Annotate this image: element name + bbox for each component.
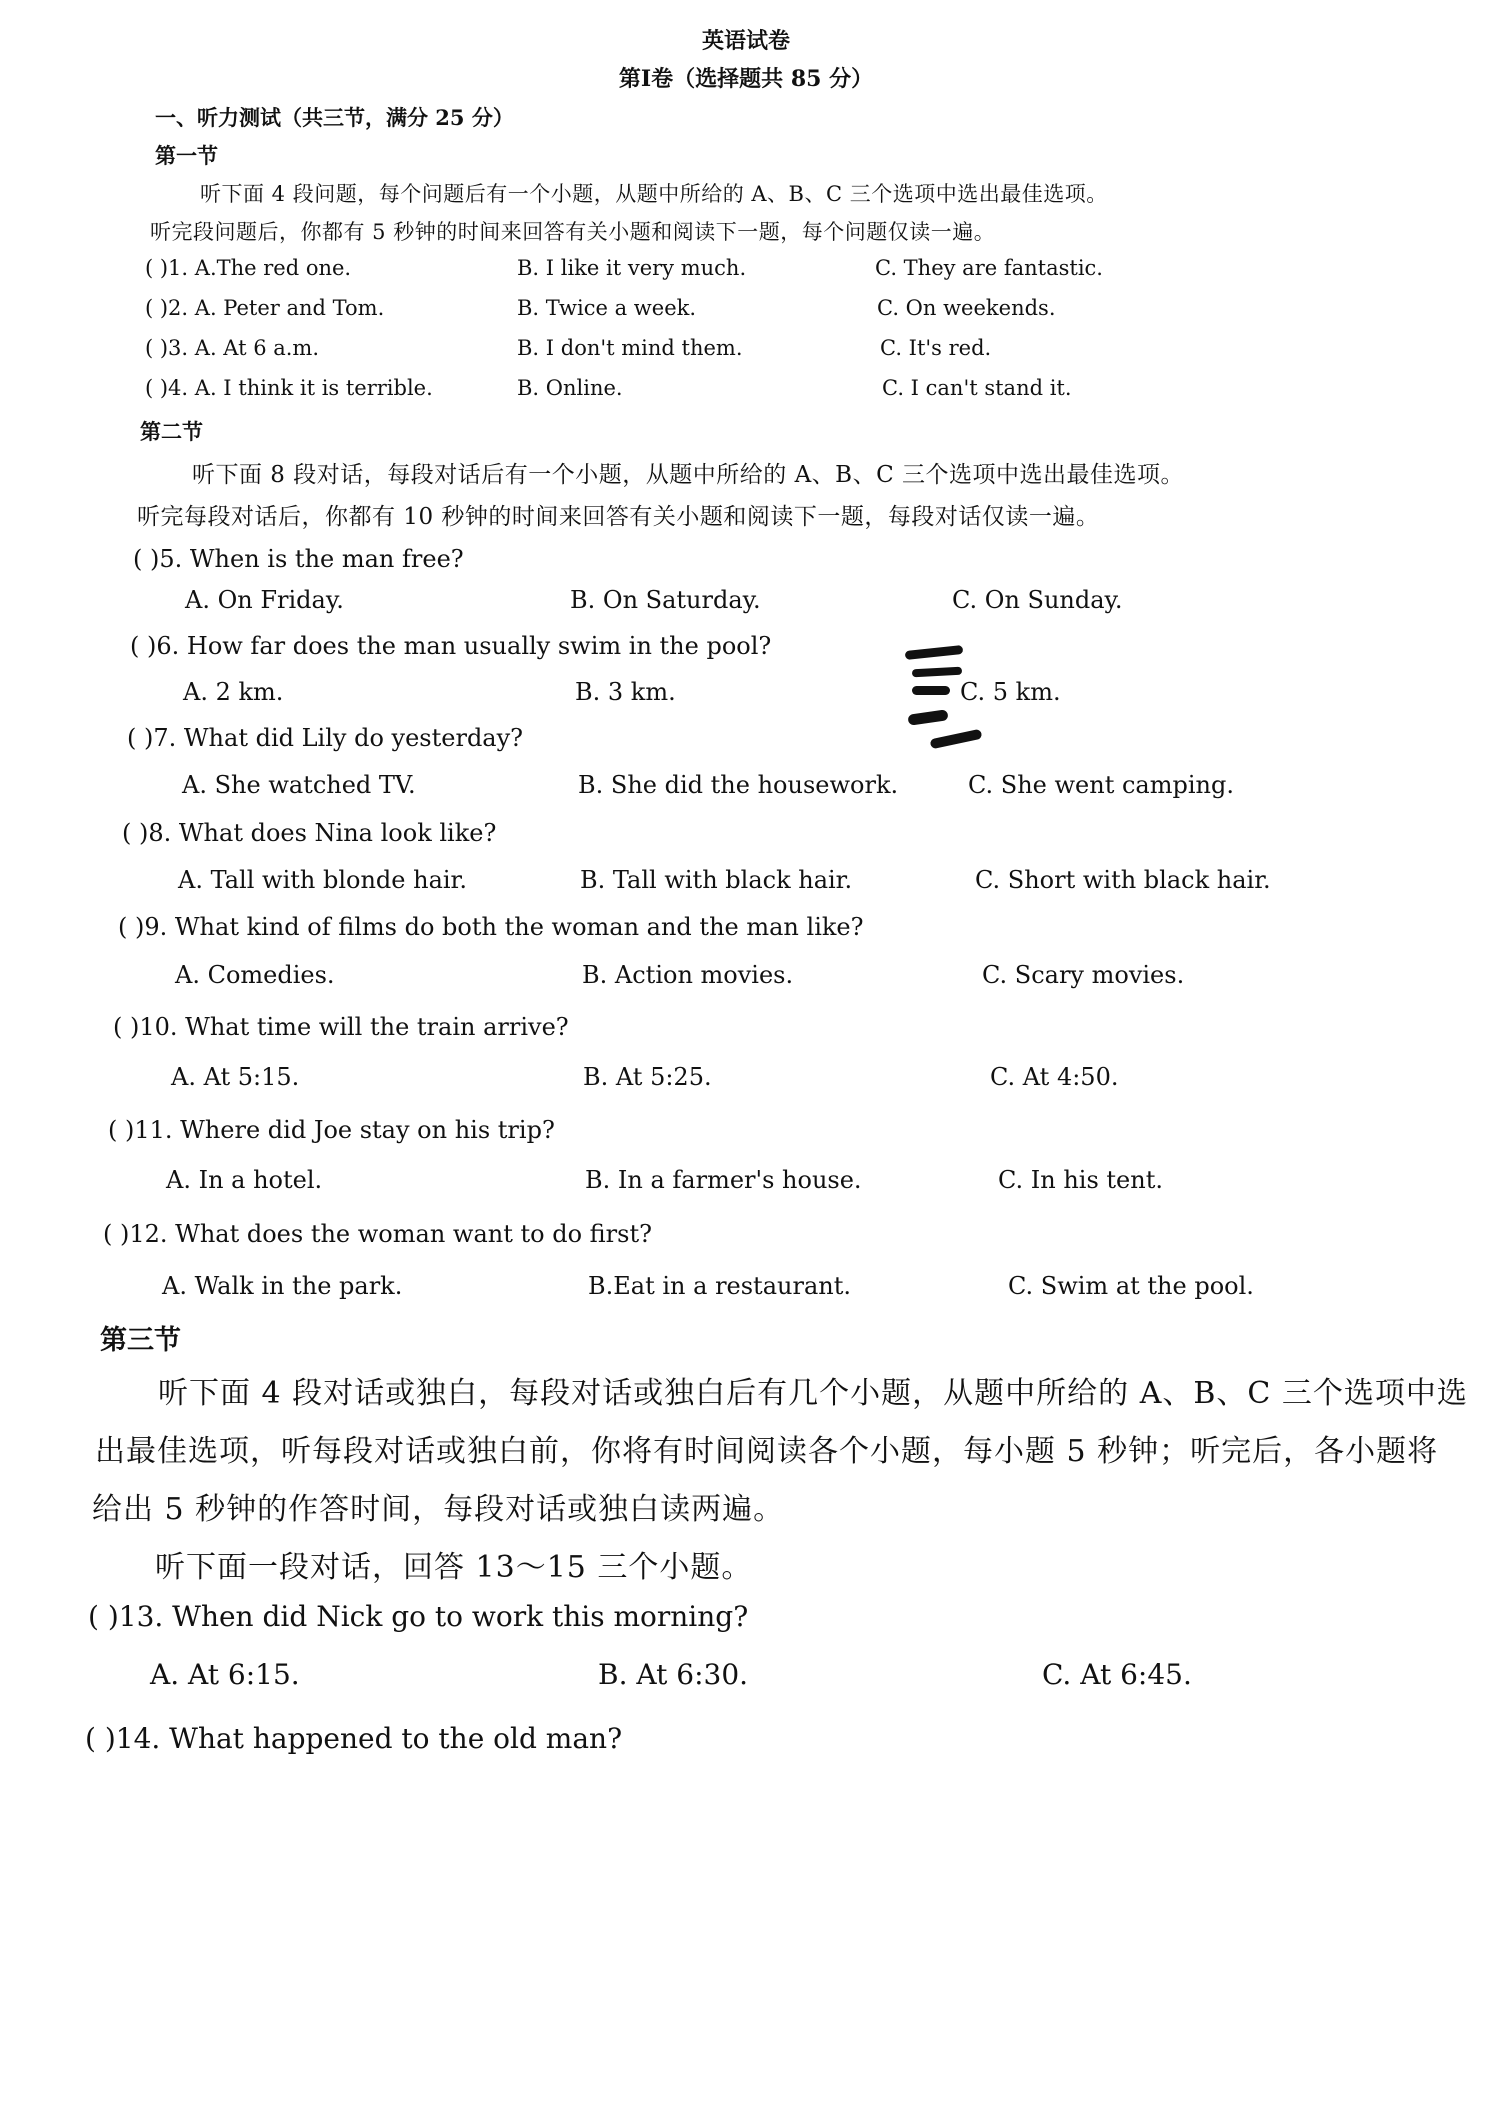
question-11-option-c: C. In his tent. xyxy=(998,1166,1163,1194)
part-heading: 一、听力测试（共三节，满分 25 分） xyxy=(155,105,514,130)
question-4-option-c: C. I can't stand it. xyxy=(882,376,1072,400)
question-7-option-a: A. She watched TV. xyxy=(182,771,416,799)
page-subtitle: 第Ⅰ卷（选择题共 85 分） xyxy=(618,66,874,92)
question-13-option-b: B. At 6:30. xyxy=(598,1658,749,1691)
question-6-option-b: B. 3 km. xyxy=(575,678,676,706)
question-1-option-b: B. I like it very much. xyxy=(517,256,747,280)
question-11-stem: ( )11. Where did Joe stay on his trip? xyxy=(108,1116,555,1144)
question-4-option-b: B. Online. xyxy=(517,376,623,400)
question-5-option-c: C. On Sunday. xyxy=(952,586,1123,614)
question-8-option-a: A. Tall with blonde hair. xyxy=(178,866,468,894)
question-10-option-c: C. At 4:50. xyxy=(990,1063,1119,1091)
question-9-option-b: B. Action movies. xyxy=(582,961,794,989)
section2-title: 第二节 xyxy=(140,419,203,444)
question-13-stem: ( )13. When did Nick go to work this morning? xyxy=(88,1600,749,1633)
question-8-option-c: C. Short with black hair. xyxy=(975,866,1271,894)
question-6-stem: ( )6. How far does the man usually swim in the pool? xyxy=(130,632,772,660)
question-12-option-c: C. Swim at the pool. xyxy=(1008,1272,1254,1300)
section3-title: 第三节 xyxy=(100,1325,181,1356)
section3-instruction-line3: 给出 5 秒钟的作答时间，每段对话或独白读两遍。 xyxy=(92,1492,785,1527)
question-3-stem: ( )3. A. At 6 a.m. xyxy=(145,336,320,360)
question-7-stem: ( )7. What did Lily do yesterday? xyxy=(127,724,524,752)
question-9-stem: ( )9. What kind of films do both the woman and the man like? xyxy=(118,913,864,941)
page-title: 英语试卷 xyxy=(701,28,790,54)
question-9-option-a: A. Comedies. xyxy=(175,961,335,989)
section1-instruction-line1: 听下面 4 段问题，每个问题后有一个小题，从题中所给的 A、B、C 三个选项中选出最佳选项。 xyxy=(200,182,1108,206)
question-13-option-a: A. At 6:15. xyxy=(150,1658,300,1691)
question-3-option-c: C. It's red. xyxy=(880,336,992,360)
question-8-stem: ( )8. What does Nina look like? xyxy=(122,819,497,847)
question-9-option-c: C. Scary movies. xyxy=(982,961,1185,989)
question-1-stem: ( )1. A.The red one. xyxy=(145,256,352,280)
question-7-option-c: C. She went camping. xyxy=(968,771,1234,799)
question-12-option-a: A. Walk in the park. xyxy=(162,1272,403,1300)
section1-title: 第一节 xyxy=(155,143,218,168)
question-6-option-c: C. 5 km. xyxy=(960,678,1061,706)
section3-prompt: 听下面一段对话，回答 13～15 三个小题。 xyxy=(155,1550,753,1585)
question-3-option-b: B. I don't mind them. xyxy=(517,336,743,360)
question-4-stem: ( )4. A. I think it is terrible. xyxy=(145,376,433,400)
question-7-option-b: B. She did the housework. xyxy=(578,771,899,799)
section3-instruction-line1: 听下面 4 段对话或独白，每段对话或独白后有几个小题，从题中所给的 A、B、C 三个选项中选 xyxy=(158,1376,1468,1411)
question-10-option-b: B. At 5:25. xyxy=(583,1063,712,1091)
question-5-option-a: A. On Friday. xyxy=(185,586,344,614)
question-2-option-b: B. Twice a week. xyxy=(517,296,697,320)
question-6-option-a: A. 2 km. xyxy=(183,678,284,706)
section2-instruction-line1: 听下面 8 段对话，每段对话后有一个小题，从题中所给的 A、B、C 三个选项中选出最佳选项。 xyxy=(192,462,1184,488)
question-12-stem: ( )12. What does the woman want to do first? xyxy=(103,1220,652,1248)
question-8-option-b: B. Tall with black hair. xyxy=(580,866,853,894)
question-10-option-a: A. At 5:15. xyxy=(171,1063,300,1091)
question-11-option-b: B. In a farmer's house. xyxy=(585,1166,862,1194)
question-12-option-b: B.Eat in a restaurant. xyxy=(588,1272,851,1300)
question-2-stem: ( )2. A. Peter and Tom. xyxy=(145,296,385,320)
question-1-option-c: C. They are fantastic. xyxy=(875,256,1103,280)
question-10-stem: ( )10. What time will the train arrive? xyxy=(113,1013,569,1041)
question-2-option-c: C. On weekends. xyxy=(877,296,1056,320)
question-5-stem: ( )5. When is the man free? xyxy=(133,545,464,573)
question-13-option-c: C. At 6:45. xyxy=(1042,1658,1192,1691)
question-11-option-a: A. In a hotel. xyxy=(166,1166,323,1194)
question-5-option-b: B. On Saturday. xyxy=(570,586,761,614)
question-14-stem: ( )14. What happened to the old man? xyxy=(85,1722,623,1755)
section2-instruction-line2: 听完每段对话后，你都有 10 秒钟的时间来回答有关小题和阅读下一题，每段对话仅读一遍。 xyxy=(137,504,1100,530)
section1-instruction-line2: 听完段问题后，你都有 5 秒钟的时间来回答有关小题和阅读下一题，每个问题仅读一遍。 xyxy=(150,220,996,244)
section3-instruction-line2: 出最佳选项，听每段对话或独白前，你将有时间阅读各个小题，每小题 5 秒钟；听完后，各小题将 xyxy=(95,1434,1439,1469)
